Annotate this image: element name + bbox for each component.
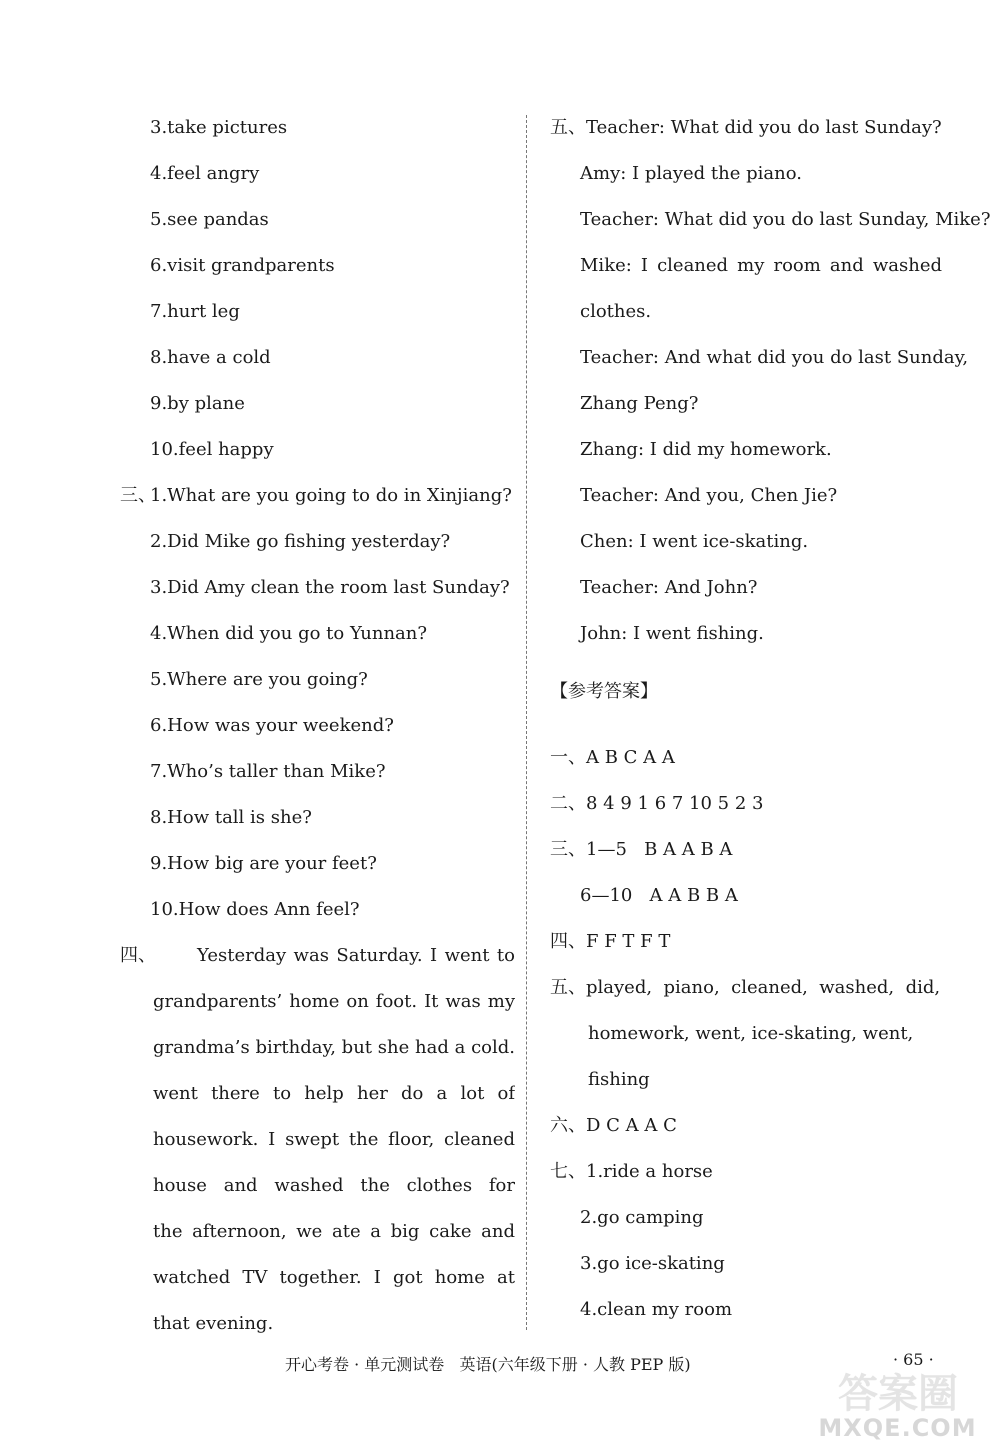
question: 8.How tall is she?: [150, 807, 312, 828]
watermark-sign: 答案圈: [838, 1371, 958, 1417]
answer-line: 6—10 A A B B A: [580, 885, 738, 906]
answer-line: homework, went, ice-skating, went,: [588, 1023, 914, 1044]
section-3-label: 三、: [120, 485, 156, 506]
passage-line: Yesterday was Saturday. I went to: [197, 945, 515, 966]
section-5: [550, 108, 991, 660]
watermark-logo: [805, 1362, 990, 1442]
list-item: 9.by plane: [150, 393, 245, 414]
list-item: 7.hurt leg: [150, 301, 240, 322]
dialogue-line: Zhang Peng?: [580, 393, 699, 414]
dialogue-line: Teacher: And you, Chen Jie?: [580, 485, 838, 506]
question: 9.How big are your feet?: [150, 853, 377, 874]
column-divider: [526, 115, 527, 1330]
list-item: 4.feel angry: [150, 163, 260, 184]
passage-line: went there to help her do a lot of: [153, 1083, 515, 1104]
dialogue-line: Mike: I cleaned my room and washed: [580, 255, 942, 276]
page-number: · 65 ·: [893, 1350, 934, 1369]
section-5-label: 五、: [550, 117, 586, 138]
section-4-label: 四、: [120, 945, 156, 966]
answer-line: 3.go ice-skating: [580, 1253, 725, 1274]
dialogue-line: Teacher: What did you do last Sunday?: [586, 117, 942, 138]
list-item: 3.take pictures: [150, 117, 288, 138]
passage-line: housework. I swept the floor, cleaned: [153, 1129, 515, 1150]
answers-heading: 【参考答案】: [550, 681, 658, 702]
passage-line: watched TV together. I got home at: [153, 1267, 515, 1288]
dialogue-line: Teacher: And John?: [580, 577, 758, 598]
answer-key: [550, 738, 942, 1336]
dialogue-line: Chen: I went ice-skating.: [580, 531, 809, 552]
question: 10.How does Ann feel?: [150, 899, 360, 920]
list-item: 5.see pandas: [150, 209, 269, 230]
passage-line: grandparents’ home on foot. It was my: [153, 991, 515, 1012]
passage-line: the afternoon, we ate a big cake and: [153, 1221, 515, 1242]
question: 5.Where are you going?: [150, 669, 368, 690]
dialogue-line: Teacher: What did you do last Sunday, Mike?: [580, 209, 991, 230]
section-5-first-line: [550, 108, 942, 154]
section-4: [120, 936, 515, 1350]
dialogue-line: Amy: I played the piano.: [580, 163, 802, 184]
answer-line: 四、F F T F T: [550, 931, 671, 952]
question: 7.Who’s taller than Mike?: [150, 761, 386, 782]
list-item: 6.visit grandparents: [150, 255, 335, 276]
page-footer: 开心考卷 · 单元测试卷 英语(六年级下册 · 人教 PEP 版): [285, 1355, 691, 1374]
passage-line: house and washed the clothes for: [153, 1175, 515, 1196]
answer-line: 4.clean my room: [580, 1299, 733, 1320]
answer-line: 三、1—5 B A A B A: [550, 839, 733, 860]
section-3: [120, 476, 515, 936]
answer-line: fishing: [588, 1069, 650, 1090]
dialogue-line: Zhang: I did my homework.: [580, 439, 832, 460]
question: 1.What are you going to do in Xinjiang?: [150, 485, 512, 506]
question: 2.Did Mike go fishing yesterday?: [150, 531, 451, 552]
answer-line: 一、A B C A A: [550, 747, 675, 768]
passage-line: that evening.: [153, 1313, 274, 1334]
dialogue-line: clothes.: [580, 301, 652, 322]
dialogue-line: Teacher: And what did you do last Sunday,: [580, 347, 969, 368]
question: 6.How was your weekend?: [150, 715, 394, 736]
list-item: 8.have a cold: [150, 347, 271, 368]
left-column: [120, 108, 515, 1350]
answer-line: 六、D C A A C: [550, 1115, 677, 1136]
answer-line: 五、played, piano, cleaned, washed, did,: [550, 977, 941, 998]
question: 3.Did Amy clean the room last Sunday?: [150, 577, 510, 598]
section-3-first-line: [120, 476, 515, 522]
question: 4.When did you go to Yunnan?: [150, 623, 428, 644]
answer-line: 七、1.ride a horse: [550, 1161, 713, 1182]
passage-line: grandma’s birthday, but she had a cold.: [153, 1037, 515, 1058]
right-column: [550, 108, 991, 1336]
answer-line: 2.go camping: [580, 1207, 704, 1228]
answer-line: 二、8 4 9 1 6 7 10 5 2 3: [550, 793, 764, 814]
list-item: 10.feel happy: [150, 439, 274, 460]
section-4-passage: [153, 936, 515, 1350]
watermark-text: MXQE.COM: [818, 1414, 977, 1442]
list2: [120, 108, 515, 476]
dialogue-line: John: I went fishing.: [580, 623, 764, 644]
